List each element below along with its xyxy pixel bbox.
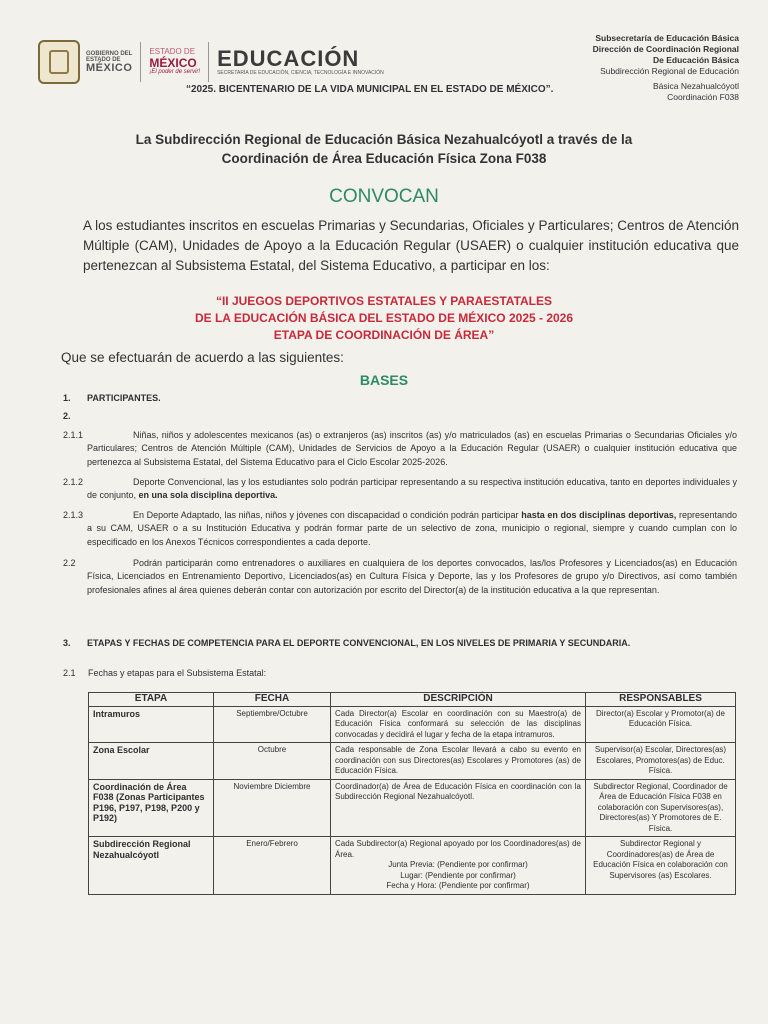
- item-2-1-3-text: En Deporte Adaptado, las niñas, niños y jóvenes con discapacidad o condición podrán participar: [133, 510, 519, 520]
- item-2-1-2: [87, 476, 737, 503]
- header-right-line: De Educación Básica: [653, 55, 739, 65]
- header-right-line: Dirección de Coordinación Regional: [592, 44, 739, 54]
- section3-number: 3.: [63, 638, 71, 648]
- cell-etapa: Zona Escolar: [89, 743, 214, 780]
- gob-mexico-text: MÉXICO: [86, 61, 133, 74]
- header-right-line: Subdirección Regional de Educación: [600, 66, 739, 76]
- sub21-number: 2.1: [63, 668, 76, 678]
- item-number: 2.1.2: [63, 477, 84, 487]
- table-row: [89, 743, 736, 780]
- item-2-2: [87, 557, 737, 597]
- cell-responsables: Director(a) Escolar y Promotor(a) de Educación Física.: [586, 706, 736, 743]
- logo-divider: [140, 42, 141, 82]
- section2-number: 2.: [63, 411, 71, 421]
- section1-number: 1.: [63, 393, 71, 403]
- educacion-logo: [217, 48, 384, 76]
- item-number: 2.1.1: [63, 430, 84, 440]
- bases-heading: BASES: [359, 372, 409, 388]
- header-responsables: RESPONSABLES: [586, 693, 736, 707]
- educacion-title: EDUCACIÓN: [217, 46, 360, 71]
- junta-previa: Junta Previa: (Pendiente por confirmar): [388, 860, 528, 869]
- educacion-subtitle: SECRETARÍA DE EDUCACIÓN, CIENCIA, TECNOLOGÍA E INNOVACIÓN: [217, 70, 384, 76]
- item-2-1-3: [87, 509, 737, 549]
- convocan-heading: CONVOCAN: [329, 186, 439, 207]
- event-line2: DE LA EDUCACIÓN BÁSICA DEL ESTADO DE MÉXICO 2025 - 2026: [194, 311, 574, 325]
- cell-fecha: Septiembre/Octubre: [214, 706, 331, 743]
- header-right-line: Subsecretaría de Educación Básica: [595, 33, 739, 43]
- logo-divider: [208, 42, 209, 82]
- item-number: 2.1.3: [63, 510, 84, 520]
- header-etapa: ETAPA: [89, 693, 214, 707]
- edomex-line2: MÉXICO: [149, 55, 197, 70]
- sub21-title: Fechas y etapas para el Subsistema Estatal:: [88, 668, 267, 678]
- cell-responsables: Supervisor(a) Escolar, Directores(as) Escolares, Promotores(as) de Educ. Física.: [586, 743, 736, 780]
- item-number: 2.2: [63, 558, 76, 568]
- edomex-logo: [149, 48, 200, 75]
- cell-descripcion: Cada Director(a) Escolar en coordinación con su Maestro(a) de Educación Física conformará su selección de las disciplinas convocadas y decidirá el lugar y fecha de la etapa intramuros.: [331, 706, 586, 743]
- gob-small-text: GOBIERNO DEL: [86, 50, 133, 57]
- header-fecha: FECHA: [214, 693, 331, 707]
- section1-title: PARTICIPANTES.: [87, 393, 161, 403]
- gobierno-logo: [86, 51, 132, 74]
- table-row: [89, 779, 736, 837]
- item-2-2-text: Podrán participarán como entrenadores o auxiliares en cualquiera de los deportes convocados, las/los Profesores y Licenciados(as) en Educación Física, Licenciados en Entrenamiento Deportivo, Licenciados(as) en Cultura Física y Deporte, las y los Profesores de grupo y/o Directivos, así como también profesionales afines al área quienes deberán contar con autorización por escrito del Director(a) de la institución educativa a la que representan.: [87, 558, 737, 595]
- cell-etapa: Subdirección Regional Nezahualcóyotl: [89, 837, 214, 895]
- header-right-block: [593, 33, 739, 103]
- event-line3: ETAPA DE COORDINACIÓN DE ÁREA”: [273, 328, 495, 342]
- header-motto: “2025. BICENTENARIO DE LA VIDA MUNICIPAL EN EL ESTADO DE MÉXICO”.: [186, 84, 554, 95]
- header-descripcion: DESCRIPCIÓN: [331, 693, 586, 707]
- cell-descripcion: Cada responsable de Zona Escolar llevará a cabo su evento en coordinación con sus Directores(as) Escolares y Promotores (as) de Educación Física.: [331, 743, 586, 780]
- header-logos: [38, 40, 384, 84]
- document-title: [80, 130, 688, 168]
- efectuaran-text: Que se efectuarán de acuerdo a las siguientes:: [61, 350, 344, 365]
- cell-etapa: Coordinación de Área F038 (Zonas Participantes P196, P197, P198, P200 y P192): [89, 779, 214, 837]
- item-2-1-3-bold: hasta en dos disciplinas deportivas,: [518, 510, 677, 520]
- section3-title: ETAPAS Y FECHAS DE COMPETENCIA PARA EL DEPORTE CONVENCIONAL, EN LOS NIVELES DE PRIMARIA Y SECUNDARIA.: [87, 638, 631, 648]
- table-header-row: [89, 693, 736, 707]
- cell-etapa: Intramuros: [89, 706, 214, 743]
- item-2-1-1: [87, 429, 737, 469]
- cell-descripcion: Coordinador(a) de Área de Educación Física en coordinación con la Subdirección Regional Nezahualcóyotl.: [331, 779, 586, 837]
- title-line2: Coordinación de Área Educación Física Zona F038: [221, 151, 547, 166]
- item-2-1-2-bold: en una sola disciplina deportiva.: [136, 490, 278, 501]
- header-right-line: Básica Nezahualcóyotl: [653, 81, 739, 91]
- fecha-hora: Fecha y Hora: (Pendiente por confirmar): [386, 881, 530, 890]
- event-title: [0, 293, 768, 344]
- state-seal-icon: [38, 40, 80, 84]
- item-2-1-2-text: Deporte Convencional, las y los estudiantes solo podrán participar representando a su respectiva institución educativa, tanto en deportes individuales y de conjunto,: [87, 477, 737, 501]
- event-line1: “II JUEGOS DEPORTIVOS ESTATALES Y PARAESTATALES: [215, 294, 553, 308]
- cell-fecha: Noviembre Diciembre: [214, 779, 331, 837]
- item-2-1-3-text-2: representando a su CAM, USAER o a su Institución Educativa y podrán formar parte de un selectivo de zona, municipio o regional, siempre y cuando cumplan con lo especificado en los Anexos Técnicos correspondientes a cada deporte.: [87, 510, 737, 547]
- cell-responsables: Subdirector Regional y Coordinadores(as) de Área de Educación Física en colaboración con Supervisores (as) Escolares.: [586, 837, 736, 895]
- cell-descripcion: [331, 837, 586, 895]
- intro-paragraph: A los estudiantes inscritos en escuelas Primarias y Secundarias, Oficiales y Particulares; Centros de Atención Múltiple (CAM), Unidades de Apoyo a la Educación Regular (USAER) o cualquier institución educativa que pertenezcan al Subsistema Estatal, del Sistema Educativo, a participar en los:: [83, 218, 739, 273]
- gob-state-text: ESTADO DE: [86, 56, 121, 63]
- header-right-line: Coordinación F038: [667, 92, 739, 102]
- edomex-line1: ESTADO DE: [149, 47, 196, 57]
- cell-fecha: Enero/Febrero: [214, 837, 331, 895]
- item-2-1-1-text: Niñas, niños y adolescentes mexicanos (as) o extranjeros (as) inscritos (as) y/o matriculados (as) en escuelas Primarias o Secundarias Oficiales y/o Particulares; Centros de Atención Múltiple (CAM), Unidades de Servicios de Apoyo a la Educación Regular (USAER) o cualquier institución educativa que pertenezca al Subsistema Estatal, del Sistema Educativo para el Ciclo Escolar 2025-2026.: [87, 430, 737, 467]
- table-row: [89, 837, 736, 895]
- stages-table: [88, 692, 736, 895]
- lugar: Lugar: (Pendiente por confirmar): [400, 870, 516, 880]
- title-line1: La Subdirección Regional de Educación Básica Nezahualcóyotl a través de la: [135, 132, 633, 147]
- edomex-slogan: ¡El poder de servir!: [149, 69, 201, 76]
- table-row: [89, 706, 736, 743]
- cell-fecha: Octubre: [214, 743, 331, 780]
- cell-desc-text: Cada Subdirector(a) Regional apoyado por los Coordinadores(as) de Área.: [335, 839, 581, 859]
- cell-responsables: Subdirector Regional, Coordinador de Área de Educación Física F038 en colaboración con Supervisores(as), Directores(as) Y Promotores de E. Física.: [586, 779, 736, 837]
